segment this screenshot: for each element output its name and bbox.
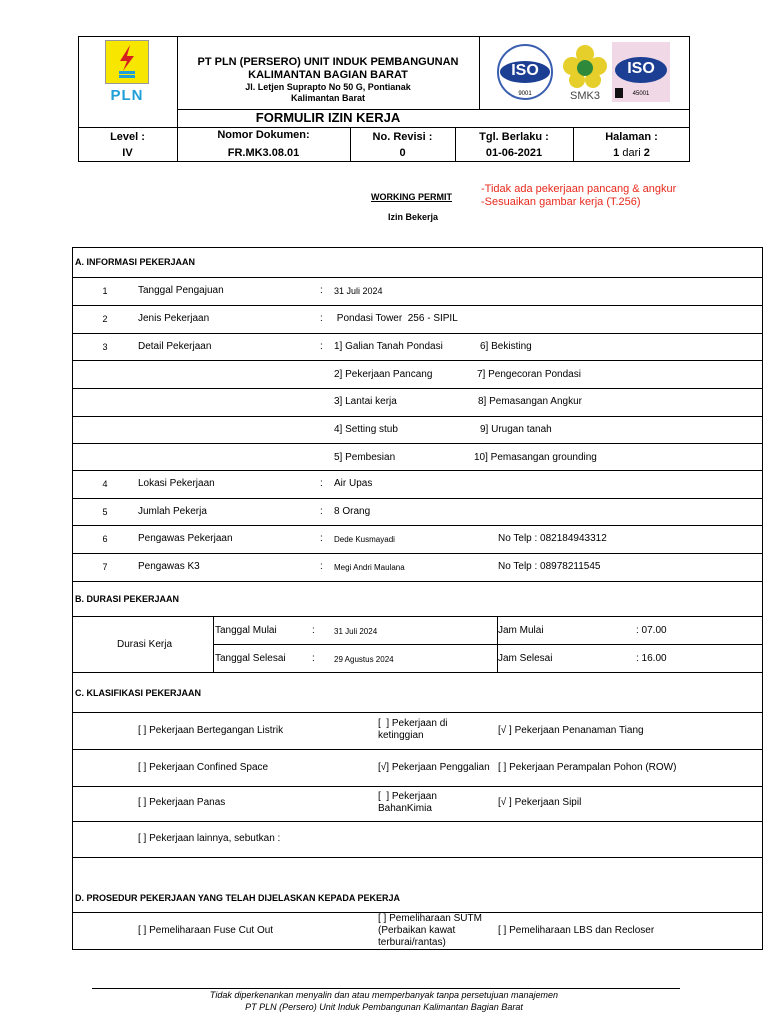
meta-tgl-value: 01-06-2021: [485, 147, 543, 159]
section-d-title: D. PROSEDUR PEKERJAAN YANG TELAH DIJELASKAN KEPADA PEKERJA: [75, 893, 401, 903]
row-6-telp: No Telp : 082184943312: [498, 533, 607, 544]
row-3-colon: :: [320, 341, 323, 352]
row-7-label: Pengawas K3: [138, 561, 200, 572]
row-7-telp: No Telp : 08978211545: [498, 561, 601, 572]
permit-subtitle: Izin Bekerja: [388, 212, 439, 222]
footer-rule: [92, 988, 680, 989]
meta-level-value: IV: [122, 147, 133, 159]
row-3-label: Detail Pekerjaan: [138, 341, 212, 352]
row-4-value: Air Upas: [334, 478, 373, 489]
section-a-title: A. INFORMASI PEKERJAAN: [75, 257, 196, 267]
row-2-no: 2: [102, 314, 108, 324]
jam-start-value: : 07.00: [636, 625, 667, 636]
detail-item: 6] Bekisting: [480, 341, 532, 352]
row-6-value: Dede Kusmayadi: [334, 535, 395, 544]
meta-rev-value: 0: [399, 147, 406, 159]
jam-end-label: Jam Selesai: [498, 653, 553, 664]
row-5-value: 8 Orang: [334, 506, 371, 517]
class-ketinggian: [ ] Pekerjaan di ketinggian: [378, 718, 448, 741]
row-1-no: 1: [102, 286, 108, 296]
address-2: Kalimantan Barat: [290, 93, 366, 103]
meta-hal-label: Halaman :: [605, 131, 658, 143]
section-b-title: B. DURASI PEKERJAAN: [75, 594, 180, 604]
iso-45001-logo: ISO 45001: [612, 42, 670, 102]
class-row: [ ] Pekerjaan Perampalan Pohon (ROW): [498, 762, 677, 773]
class-lainnya: [ ] Pekerjaan lainnya, sebutkan :: [138, 833, 281, 844]
company-name-1: PT PLN (PERSERO) UNIT INDUK PEMBANGUNAN: [197, 56, 459, 68]
row-4-colon: :: [320, 478, 323, 489]
permit-title: WORKING PERMIT: [371, 192, 452, 202]
row-1-label: Tanggal Pengajuan: [138, 285, 224, 296]
iso-9001-logo: ISO 9001: [489, 42, 561, 102]
row-2-label: Jenis Pekerjaan: [138, 313, 210, 324]
row-3-no: 3: [102, 342, 108, 352]
row-4-no: 4: [102, 479, 108, 489]
class-confined: [ ] Pekerjaan Confined Space: [138, 762, 269, 773]
row-6-colon: :: [320, 533, 323, 544]
smk3-logo: SMK3: [559, 42, 611, 104]
row-1-value: 31 Juli 2024: [334, 286, 383, 296]
class-penggalian: [√] Pekerjaan Penggalian: [378, 762, 490, 773]
detail-item: 2] Pekerjaan Pancang: [334, 369, 433, 380]
row-5-label: Jumlah Pekerja: [138, 506, 207, 517]
detail-item: 3] Lantai kerja: [334, 396, 397, 407]
detail-item: 1] Galian Tanah Pondasi: [334, 341, 443, 352]
row-4-label: Lokasi Pekerjaan: [138, 478, 215, 489]
proc-sutm: [ ] Pemeliharaan SUTM (Perbaikan kawat terburai/rantas): [378, 913, 482, 948]
meta-rev-label: No. Revisi :: [372, 131, 433, 143]
meta-hal-value: 1 dari 2: [613, 147, 650, 159]
class-sipil: [√ ] Pekerjaan Sipil: [498, 797, 582, 808]
footer-line-1: Tidak diperkenankan menyalin dan atau memperbanyak tanpa persetujuan manajemen: [209, 990, 559, 1000]
footer-line-2: PT PLN (Persero) Unit Induk Pembangunan Kalimantan Bagian Barat: [245, 1002, 523, 1012]
logo-text: PLN: [110, 87, 144, 104]
durasi-label: Durasi Kerja: [117, 639, 173, 650]
start-value: 31 Juli 2024: [334, 627, 378, 636]
start-colon: :: [312, 625, 315, 636]
row-2-value: Pondasi Tower 256 - SIPIL: [334, 313, 458, 324]
end-colon: :: [312, 653, 315, 664]
row-6-no: 6: [102, 534, 108, 544]
row-7-colon: :: [320, 561, 323, 572]
address-1: Jl. Letjen Suprapto No 50 G, Pontianak: [245, 82, 411, 92]
start-label: Tanggal Mulai: [215, 625, 277, 636]
row-6-label: Pengawas Pekerjaan: [138, 533, 233, 544]
proc-lbs: [ ] Pemeliharaan LBS dan Recloser: [498, 925, 655, 936]
jam-end-value: : 16.00: [636, 653, 667, 664]
meta-tgl-label: Tgl. Berlaku :: [479, 131, 549, 143]
detail-item: 7] Pengecoran Pondasi: [477, 369, 581, 380]
row-1-colon: :: [320, 285, 323, 296]
permit-note-2: -Sesuaikan gambar kerja (T.256): [481, 196, 641, 208]
permit-note-1: -Tidak ada pekerjaan pancang & angkur: [481, 183, 677, 195]
detail-item: 9] Urugan tanah: [480, 424, 552, 435]
pln-logo: [101, 40, 153, 106]
class-listrik: [ ] Pekerjaan Bertegangan Listrik: [138, 725, 284, 736]
class-penanaman-tiang: [√ ] Pekerjaan Penanaman Tiang: [498, 725, 644, 736]
proc-fco: [ ] Pemeliharaan Fuse Cut Out: [138, 925, 274, 936]
company-name-2: KALIMANTAN BAGIAN BARAT: [248, 69, 408, 81]
class-panas: [ ] Pekerjaan Panas: [138, 797, 226, 808]
detail-item: 5] Pembesian: [334, 452, 396, 463]
row-5-no: 5: [102, 507, 108, 517]
end-value: 29 Agustus 2024: [334, 655, 394, 664]
lightning-icon: [106, 41, 148, 83]
detail-item: 8] Pemasangan Angkur: [478, 396, 582, 407]
meta-level-label: Level :: [110, 131, 145, 143]
row-7-no: 7: [102, 562, 108, 572]
meta-doc-label: Nomor Dokumen:: [217, 129, 310, 141]
section-c-title: C. KLASIFIKASI PEKERJAAN: [75, 688, 202, 698]
row-2-colon: :: [320, 313, 323, 324]
jam-start-label: Jam Mulai: [498, 625, 544, 636]
form-title: FORMULIR IZIN KERJA: [255, 110, 401, 125]
end-label: Tanggal Selesai: [215, 653, 286, 664]
detail-item: 10] Pemasangan grounding: [474, 452, 597, 463]
meta-doc-value: FR.MK3.08.01: [227, 147, 300, 159]
row-5-colon: :: [320, 506, 323, 517]
detail-item: 4] Setting stub: [334, 424, 398, 435]
class-kimia: [ ] Pekerjaan BahanKimia: [378, 791, 437, 814]
row-7-value: Megi Andri Maulana: [334, 563, 405, 572]
